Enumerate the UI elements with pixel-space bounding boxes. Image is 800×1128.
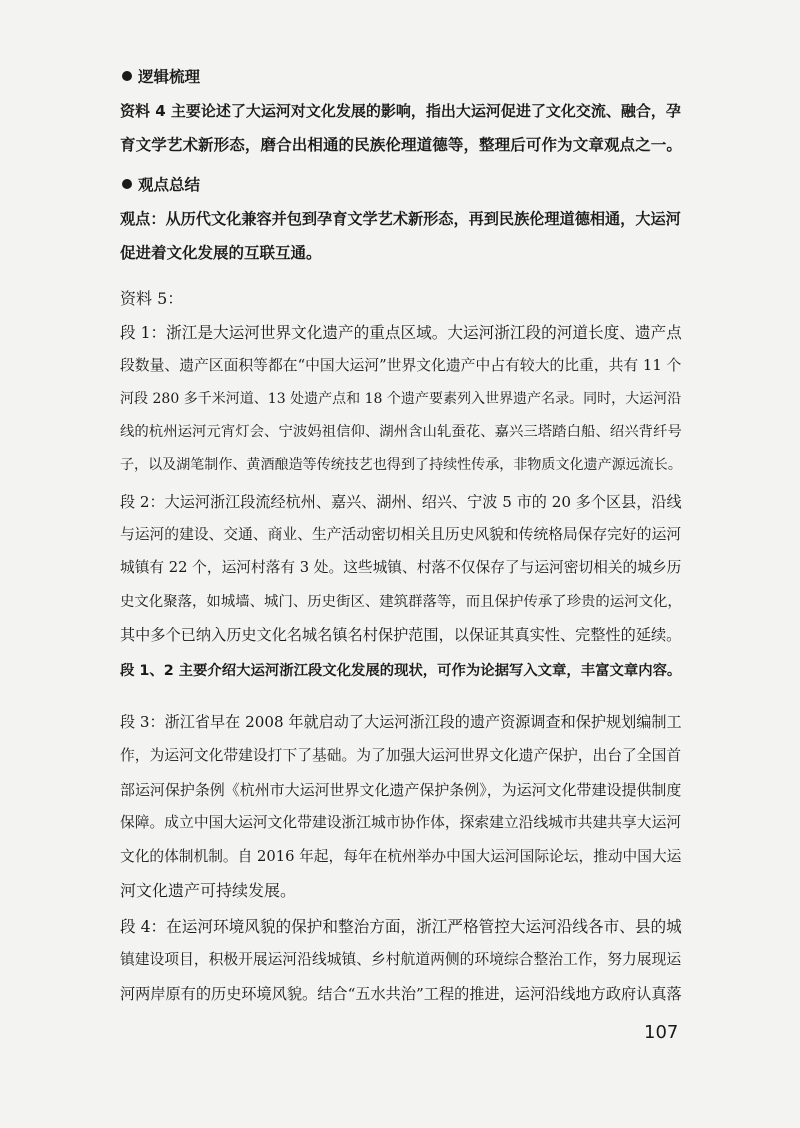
- text-line: 文化的体制机制。自 2016 年起，每年在杭州举办中国大运河国际论坛，推动中国大运: [120, 848, 682, 865]
- text-line: 部运河保护条例《杭州市大运河世界文化遗产保护条例》，为运河文化带建设提供制度: [120, 781, 682, 799]
- text-line: 段 3：浙江省早在 2008 年就启动了大运河浙江段的遗产资源调查和保护规划编制工: [120, 713, 682, 731]
- text-line: 其中多个已纳入历史文化名城名镇名村保护范围，以保证其真实性、完整性的延续。: [120, 626, 682, 644]
- text-line: 城镇有 22 个，运河村落有 3 处。这些城镇、村落不仅保存了与运河密切相关的城乡历: [120, 559, 682, 576]
- text-line: 段 4：在运河环境风貌的保护和整治方面，浙江严格管控大运河沿线各市、县的城: [120, 917, 682, 936]
- text-line: 河文化遗产可持续发展。: [120, 881, 297, 900]
- text-line: 线的杭州运河元宵灯会、宁波妈祖信仰、湖州含山轧蚕花、嘉兴三塔踏白船、绍兴背纤号: [120, 424, 682, 440]
- text-line: 段数量、遗产区面积等都在“中国大运河”世界文化遗产中占有较大的比重，共有 11 个: [120, 357, 682, 374]
- text-line: 资料 4 主要论述了大运河对文化发展的影响，指出大运河促进了文化交流、融合，孕: [120, 102, 681, 120]
- text-line: 段 1：浙江是大运河世界文化遗产的重点区域。大运河浙江段的河道长度、遗产点: [120, 323, 682, 342]
- text-line: 与运河的建设、交通、商业、生产活动密切相关且历史风貌和传统格局保存完好的运河: [120, 526, 682, 543]
- section-heading-summary: 观点总结: [122, 175, 200, 195]
- text-line: 观点：从历代文化兼容并包到孕育文学艺术新形态，再到民族伦理道德相通，大运河: [120, 210, 681, 228]
- bullet-icon: [122, 71, 132, 81]
- text-line: 保障。成立中国大运河文化带建设浙江城市协作体，探索建立沿线城市共建共享大运河: [120, 814, 682, 831]
- text-line: 育文学艺术新形态，磨合出相通的民族伦理道德等，整理后可作为文章观点之一。: [120, 136, 683, 154]
- text-line: 作，为运河文化带建设打下了基础。为了加强大运河世界文化遗产保护，出台了全国首: [120, 747, 682, 764]
- text-line: 镇建设项目，积极开展运河沿线城镇、乡村航道两侧的环境综合整治工作，努力展现运: [120, 951, 682, 968]
- analysis-line: 段 1、2 主要介绍大运河浙江段文化发展的现状，可作为论据写入文章，丰富文章内容。: [120, 663, 682, 679]
- text-line: 段 2：大运河浙江段流经杭州、嘉兴、湖州、绍兴、宁波 5 市的 20 多个区县，沿线: [120, 493, 682, 511]
- material-title: 资料 5：: [120, 289, 184, 308]
- bullet-icon: [122, 179, 132, 189]
- text-line: 史文化聚落，如城墙、城门、历史街区、建筑群落等，而且保护传承了珍贵的运河文化，: [120, 594, 682, 610]
- text-line: 促进着文化发展的互联互通。: [120, 244, 322, 262]
- text-line: 河两岸原有的历史环境风貌。结合“五水共治”工程的推进，运河沿线地方政府认真落: [120, 985, 682, 1003]
- page-number: 107: [644, 1022, 679, 1043]
- section-heading-logic: 逻辑梳理: [122, 67, 200, 87]
- text-line: 河段 280 多千米河道、13 处遗产点和 18 个遗产要素列入世界遗产名录。同时，大运河沿: [120, 391, 682, 407]
- text-line: 子，以及湖笔制作、黄酒酿造等传统技艺也得到了持续性传承，非物质文化遗产源远流长。: [120, 457, 682, 473]
